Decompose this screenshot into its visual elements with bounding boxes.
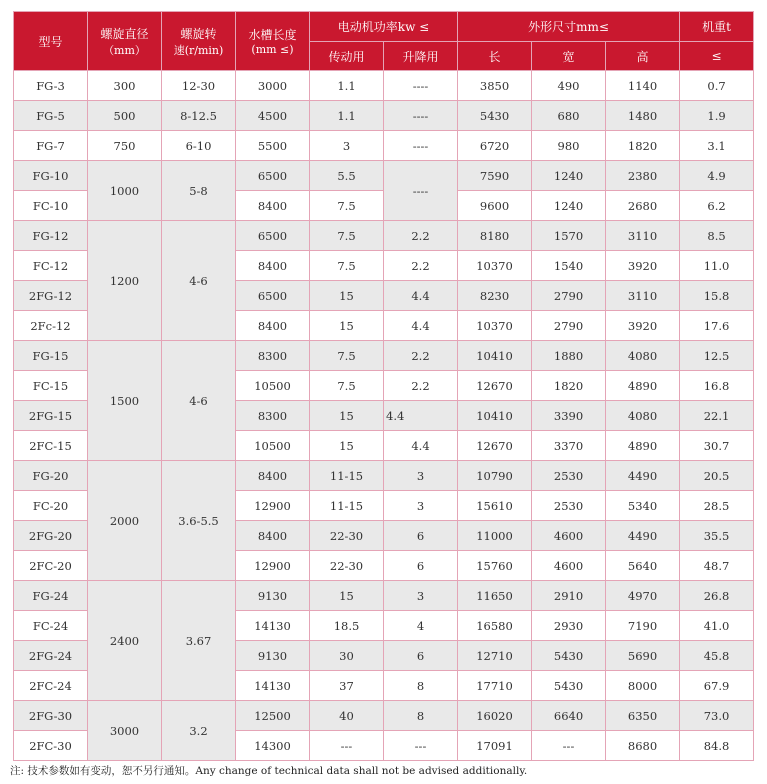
col-dim-height-header: 高 (606, 42, 680, 71)
cell-drive: 22-30 (310, 551, 384, 581)
cell-weight: 6.2 (680, 191, 754, 221)
cell-dim-w: 1240 (532, 191, 606, 221)
col-power-header: 电动机功率kw ≤ (310, 12, 458, 42)
cell-dim-l: 3850 (458, 71, 532, 101)
cell-dim-h: 5340 (606, 491, 680, 521)
cell-dim-h: 2680 (606, 191, 680, 221)
cell-dim-l: 10370 (458, 311, 532, 341)
cell-dim-w: 1240 (532, 161, 606, 191)
cell-lift: 2.2 (384, 371, 458, 401)
cell-model: 2FG-20 (14, 521, 88, 551)
col-weight-sub-header: ≤ (680, 42, 754, 71)
col-model-header: 型号 (14, 12, 88, 71)
cell-length: 9130 (236, 641, 310, 671)
cell-model: FG-15 (14, 341, 88, 371)
col-diameter-header: 螺旋直径 （mm） (88, 12, 162, 71)
cell-diameter: 3000 (88, 701, 162, 761)
cell-dim-h: 4490 (606, 521, 680, 551)
cell-diameter: 1500 (88, 341, 162, 461)
cell-lift: 2.2 (384, 221, 458, 251)
col-dim-length-header: 长 (458, 42, 532, 71)
cell-dim-l: 8230 (458, 281, 532, 311)
cell-diameter: 750 (88, 131, 162, 161)
cell-lift: 4.4 (384, 311, 458, 341)
cell-dim-h: 4490 (606, 461, 680, 491)
cell-weight: 0.7 (680, 71, 754, 101)
cell-dim-l: 15760 (458, 551, 532, 581)
cell-weight: 30.7 (680, 431, 754, 461)
cell-length: 6500 (236, 161, 310, 191)
cell-lift: 3 (384, 581, 458, 611)
cell-dim-h: 4080 (606, 341, 680, 371)
cell-drive: 11-15 (310, 461, 384, 491)
cell-dim-l: 12670 (458, 371, 532, 401)
cell-length: 9130 (236, 581, 310, 611)
cell-drive: 1.1 (310, 71, 384, 101)
cell-model: FG-12 (14, 221, 88, 251)
cell-dim-w: 1570 (532, 221, 606, 251)
cell-lift: 2.2 (384, 251, 458, 281)
cell-length: 6500 (236, 281, 310, 311)
cell-length: 8400 (236, 461, 310, 491)
cell-drive: 30 (310, 641, 384, 671)
cell-length: 8300 (236, 401, 310, 431)
table-row (14, 161, 754, 191)
cell-weight: 15.8 (680, 281, 754, 311)
cell-model: 2FC-30 (14, 731, 88, 761)
cell-dim-w: 5430 (532, 671, 606, 701)
cell-dim-w: 1880 (532, 341, 606, 371)
cell-drive: 15 (310, 581, 384, 611)
cell-diameter: 300 (88, 71, 162, 101)
spec-table (13, 11, 754, 761)
cell-dim-w: 3390 (532, 401, 606, 431)
cell-length: 12900 (236, 551, 310, 581)
cell-lift: 3 (384, 461, 458, 491)
cell-length: 14130 (236, 611, 310, 641)
cell-model: FG-20 (14, 461, 88, 491)
cell-dim-h: 8000 (606, 671, 680, 701)
table-row (14, 131, 754, 161)
cell-lift: ---- (384, 101, 458, 131)
cell-speed: 4-6 (162, 341, 236, 461)
table-header (14, 12, 754, 71)
cell-lift: 8 (384, 671, 458, 701)
cell-diameter: 1200 (88, 221, 162, 341)
cell-speed: 3.2 (162, 701, 236, 761)
cell-speed: 3.6-5.5 (162, 461, 236, 581)
cell-weight: 3.1 (680, 131, 754, 161)
cell-drive: 5.5 (310, 161, 384, 191)
cell-dim-l: 10410 (458, 401, 532, 431)
cell-drive: 3 (310, 131, 384, 161)
cell-weight: 1.9 (680, 101, 754, 131)
cell-lift: 6 (384, 551, 458, 581)
cell-diameter: 2400 (88, 581, 162, 701)
cell-dim-h: 4890 (606, 371, 680, 401)
cell-lift: 8 (384, 701, 458, 731)
cell-speed: 8-12.5 (162, 101, 236, 131)
cell-drive: 15 (310, 401, 384, 431)
cell-weight: 20.5 (680, 461, 754, 491)
cell-diameter: 2000 (88, 461, 162, 581)
cell-dim-w: 2530 (532, 461, 606, 491)
cell-length: 8300 (236, 341, 310, 371)
cell-dim-w: 4600 (532, 551, 606, 581)
cell-dim-h: 7190 (606, 611, 680, 641)
cell-weight: 26.8 (680, 581, 754, 611)
cell-weight: 73.0 (680, 701, 754, 731)
footnote: 注: 技术参数如有变动，恕不另行通知。Any change of technical data shall not be advised additionally. (10, 765, 528, 777)
cell-lift: 3 (384, 491, 458, 521)
cell-drive: 7.5 (310, 371, 384, 401)
cell-lift: 4.4 (384, 431, 458, 461)
table-row (14, 461, 754, 491)
cell-dim-l: 15610 (458, 491, 532, 521)
cell-drive: 1.1 (310, 101, 384, 131)
cell-dim-h: 4080 (606, 401, 680, 431)
cell-dim-w: 2790 (532, 281, 606, 311)
cell-drive: 15 (310, 281, 384, 311)
cell-drive: 7.5 (310, 191, 384, 221)
cell-lift: 4.4 (384, 401, 458, 431)
cell-dim-h: 6350 (606, 701, 680, 731)
cell-model: FC-12 (14, 251, 88, 281)
cell-model: 2FG-15 (14, 401, 88, 431)
cell-speed: 5-8 (162, 161, 236, 221)
cell-model: FG-3 (14, 71, 88, 101)
cell-dim-h: 1480 (606, 101, 680, 131)
cell-dim-w: 4600 (532, 521, 606, 551)
col-dim-width-header: 宽 (532, 42, 606, 71)
cell-dim-w: 490 (532, 71, 606, 101)
cell-dim-h: 3920 (606, 311, 680, 341)
table-body (14, 71, 754, 761)
cell-length: 8400 (236, 521, 310, 551)
cell-dim-l: 7590 (458, 161, 532, 191)
cell-model: 2FC-24 (14, 671, 88, 701)
cell-dim-w: 2930 (532, 611, 606, 641)
cell-length: 10500 (236, 371, 310, 401)
cell-model: FC-24 (14, 611, 88, 641)
cell-weight: 84.8 (680, 731, 754, 761)
cell-dim-l: 17091 (458, 731, 532, 761)
cell-length: 8400 (236, 311, 310, 341)
cell-length: 10500 (236, 431, 310, 461)
cell-weight: 11.0 (680, 251, 754, 281)
cell-weight: 48.7 (680, 551, 754, 581)
cell-dim-w: 2530 (532, 491, 606, 521)
cell-dim-l: 17710 (458, 671, 532, 701)
cell-dim-w: 2790 (532, 311, 606, 341)
cell-weight: 45.8 (680, 641, 754, 671)
cell-dim-w: 1820 (532, 371, 606, 401)
col-speed-header: 螺旋转 速(r/min) (162, 12, 236, 71)
cell-dim-l: 9600 (458, 191, 532, 221)
cell-dim-w: 6640 (532, 701, 606, 731)
cell-dim-l: 8180 (458, 221, 532, 251)
cell-model: 2FC-20 (14, 551, 88, 581)
cell-drive: 40 (310, 701, 384, 731)
table-row (14, 221, 754, 251)
cell-weight: 12.5 (680, 341, 754, 371)
cell-dim-w: 3370 (532, 431, 606, 461)
cell-lift: 6 (384, 521, 458, 551)
cell-weight: 4.9 (680, 161, 754, 191)
col-weight-header: 机重t (680, 12, 754, 42)
cell-dim-l: 10790 (458, 461, 532, 491)
cell-dim-h: 1820 (606, 131, 680, 161)
cell-dim-l: 10410 (458, 341, 532, 371)
cell-dim-h: 1140 (606, 71, 680, 101)
cell-model: FG-10 (14, 161, 88, 191)
cell-dim-h: 2380 (606, 161, 680, 191)
cell-length: 14300 (236, 731, 310, 761)
cell-diameter: 1000 (88, 161, 162, 221)
col-power-drive-header: 传动用 (310, 42, 384, 71)
cell-dim-w: 5430 (532, 641, 606, 671)
cell-length: 6500 (236, 221, 310, 251)
col-dims-header: 外形尺寸mm≤ (458, 12, 680, 42)
table-row (14, 71, 754, 101)
cell-lift: --- (384, 731, 458, 761)
cell-weight: 8.5 (680, 221, 754, 251)
cell-weight: 41.0 (680, 611, 754, 641)
table-row (14, 101, 754, 131)
cell-dim-h: 5690 (606, 641, 680, 671)
table-row (14, 341, 754, 371)
cell-diameter: 500 (88, 101, 162, 131)
cell-dim-w: 2910 (532, 581, 606, 611)
cell-dim-h: 8680 (606, 731, 680, 761)
cell-dim-h: 4890 (606, 431, 680, 461)
cell-dim-l: 5430 (458, 101, 532, 131)
cell-lift: 6 (384, 641, 458, 671)
cell-dim-w: --- (532, 731, 606, 761)
cell-model: 2FG-30 (14, 701, 88, 731)
cell-dim-l: 12710 (458, 641, 532, 671)
cell-dim-l: 6720 (458, 131, 532, 161)
cell-drive: 15 (310, 311, 384, 341)
cell-dim-w: 980 (532, 131, 606, 161)
cell-drive: 15 (310, 431, 384, 461)
cell-drive: 11-15 (310, 491, 384, 521)
cell-drive: 22-30 (310, 521, 384, 551)
cell-lift: ---- (384, 161, 458, 221)
cell-dim-w: 680 (532, 101, 606, 131)
cell-dim-l: 11650 (458, 581, 532, 611)
cell-model: FC-10 (14, 191, 88, 221)
cell-weight: 67.9 (680, 671, 754, 701)
cell-weight: 22.1 (680, 401, 754, 431)
cell-dim-w: 1540 (532, 251, 606, 281)
cell-dim-l: 16580 (458, 611, 532, 641)
cell-model: 2FC-15 (14, 431, 88, 461)
cell-model: 2Fc-12 (14, 311, 88, 341)
table-row (14, 581, 754, 611)
cell-drive: 18.5 (310, 611, 384, 641)
cell-length: 4500 (236, 101, 310, 131)
cell-dim-h: 5640 (606, 551, 680, 581)
cell-weight: 17.6 (680, 311, 754, 341)
cell-dim-h: 4970 (606, 581, 680, 611)
cell-lift: ---- (384, 71, 458, 101)
cell-length: 12500 (236, 701, 310, 731)
cell-speed: 3.67 (162, 581, 236, 701)
cell-model: FG-5 (14, 101, 88, 131)
cell-speed: 12-30 (162, 71, 236, 101)
cell-dim-l: 12670 (458, 431, 532, 461)
cell-speed: 6-10 (162, 131, 236, 161)
cell-dim-h: 3920 (606, 251, 680, 281)
cell-length: 3000 (236, 71, 310, 101)
cell-model: 2FG-24 (14, 641, 88, 671)
cell-lift: 4 (384, 611, 458, 641)
cell-length: 8400 (236, 251, 310, 281)
cell-weight: 16.8 (680, 371, 754, 401)
cell-weight: 35.5 (680, 521, 754, 551)
cell-length: 12900 (236, 491, 310, 521)
cell-length: 5500 (236, 131, 310, 161)
cell-model: FC-20 (14, 491, 88, 521)
cell-drive: --- (310, 731, 384, 761)
cell-dim-l: 11000 (458, 521, 532, 551)
cell-dim-l: 16020 (458, 701, 532, 731)
cell-dim-l: 10370 (458, 251, 532, 281)
cell-drive: 7.5 (310, 341, 384, 371)
cell-lift: 4.4 (384, 281, 458, 311)
cell-dim-h: 3110 (606, 221, 680, 251)
cell-model: FC-15 (14, 371, 88, 401)
cell-speed: 4-6 (162, 221, 236, 341)
cell-model: FG-7 (14, 131, 88, 161)
col-power-lift-header: 升降用 (384, 42, 458, 71)
col-length-header: 水槽长度 (mm ≤) (236, 12, 310, 71)
cell-length: 14130 (236, 671, 310, 701)
cell-model: FG-24 (14, 581, 88, 611)
cell-drive: 7.5 (310, 221, 384, 251)
cell-drive: 37 (310, 671, 384, 701)
cell-length: 8400 (236, 191, 310, 221)
cell-dim-h: 3110 (606, 281, 680, 311)
table-row (14, 701, 754, 731)
cell-lift: 2.2 (384, 341, 458, 371)
cell-drive: 7.5 (310, 251, 384, 281)
cell-model: 2FG-12 (14, 281, 88, 311)
cell-lift: ---- (384, 131, 458, 161)
cell-weight: 28.5 (680, 491, 754, 521)
